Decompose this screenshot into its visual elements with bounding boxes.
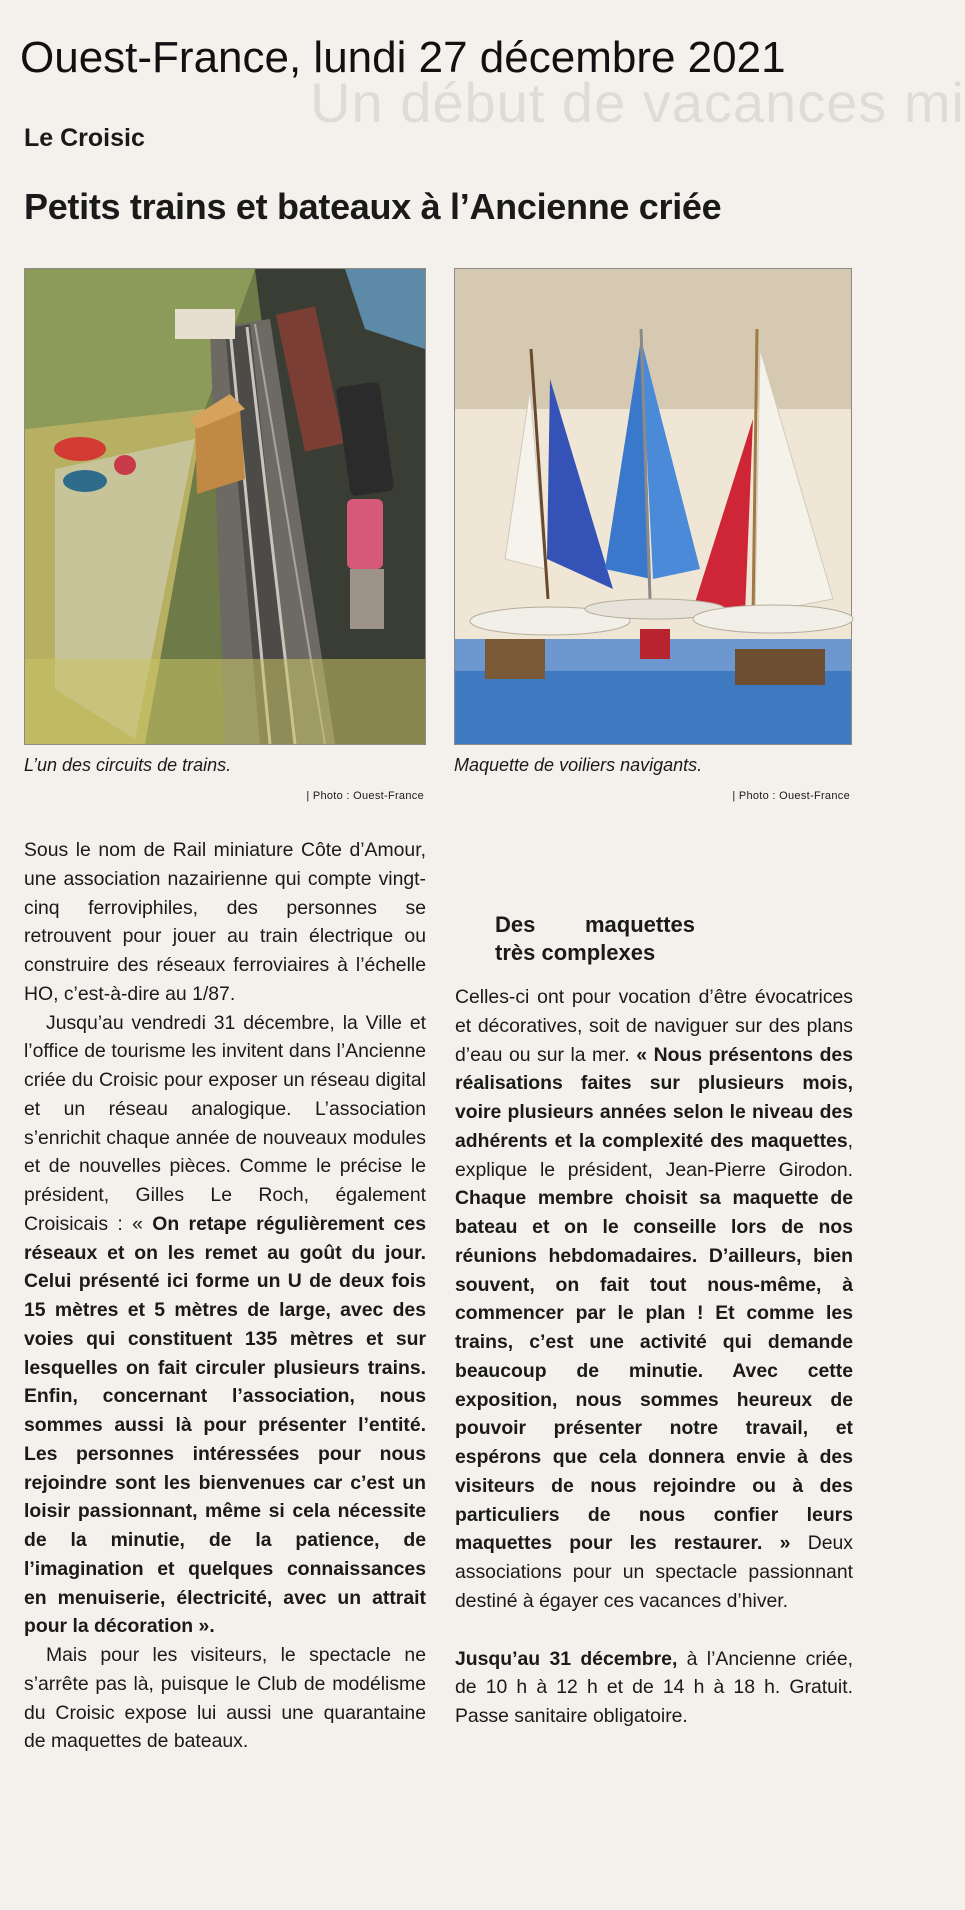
paragraph-4-tail: Deux associations pour un spectacle passionnant destiné à égayer ces vacances d’hiver. [455,1532,853,1612]
paragraph-4-mid: , explique le président, Jean-Pierre Girodon. [455,1129,853,1181]
sailboat-models-image [455,269,851,744]
photo-caption-1: L’un des circuits de trains. [24,755,232,775]
photo-caption-2: Maquette de voiliers navigants. [454,755,703,775]
event-dates: Jusqu’au 31 décembre, [455,1647,678,1670]
article-paragraph-4 [455,983,853,1616]
article-subhead: Des maquettes très complexes [495,912,695,965]
masthead: Ouest-France, lundi 27 décembre 2021 [20,33,786,82]
article-column-2 [455,836,853,1731]
paragraph-4-lead: Celles-ci ont pour vocation d’être évocatrices et décoratives, soit de naviguer sur des plans d’eau ou sur la mer. [455,986,853,1066]
train-layout-image [25,269,425,744]
photo-train-layout [24,268,426,745]
bleed-through-text: Un début de vacances mi [310,71,965,134]
photo-sailboat-models [454,268,852,745]
paragraph-3-continuation-space [455,836,853,893]
article-column-1 [24,836,426,1753]
paragraph-4-quote-2: Chaque membre choisit sa maquette de bateau et on le conseille lors de nos réunions hebdomadaires. D’ailleurs, bien souvent, on fait tout nous-même, à commencer par le plan ! Et comme les trains, c’est une activité qui demande beaucoup de minutie. Avec cette exposition, nous sommes heureux de pouvoir présenter notre travail, et espérons que cela donnera envie à des visiteurs de nous rejoindre ou à des particuliers de nous confier leurs maquettes pour les restaurer. » [455,1187,853,1555]
headline: Petits trains et bateaux à l’Ancienne criée [24,186,722,227]
paragraph-2-text: Jusqu’au vendredi 31 décembre, la Ville et l’office de tourisme les invitent dans l’Ancienne criée du Croisic pour exposer un réseau digital et un réseau analogique. L’association s’enrichit chaque année de nouveaux modules et de nouvelles pièces. Comme le précise le président, Gilles Le Roch, également Croisicais : « [24,1011,426,1235]
paragraph-4-quote-1: « Nous présentons des réalisations faites sur plusieurs mois, voire plusieurs années selon le niveau des adhérents et la complexité des maquettes [455,1043,853,1152]
article-paragraph-1: Sous le nom de Rail miniature Côte d’Amour, une association nazairienne qui compte vingt-cinq ferroviphiles, des personnes se retrouvent pour jouer au train électrique ou construire des réseaux ferroviaires à l’échelle HO, c’est-à-dire au 1/87. [24,839,426,1005]
photo-credit-2: | Photo : Ouest-France [732,790,850,802]
article-paragraph-2 [24,1009,426,1642]
article-paragraph-3: Mais pour les visiteurs, le spectacle ne s’arrête pas là, puisque le Club de modélisme du Croisic expose lui aussi une quarantaine de maquettes de bateaux. [24,1644,426,1753]
photo-credit-1: | Photo : Ouest-France [306,790,424,802]
event-details: à l’Ancienne criée, de 10 h à 12 h et de 14 h à 18 h. Gratuit. Passe sanitaire obligatoire. [455,1647,853,1727]
section-kicker: Le Croisic [24,124,145,152]
article-paragraph-5 [455,1645,853,1731]
paragraph-2-quote: On retape régulièrement ces réseaux et on les remet au goût du jour. Celui présenté ici forme un U de deux fois 15 mètres et 5 mètres de large, avec des voies qui constituent 135 mètres et sur lesquelles on fait circuler plusieurs trains. Enfin, concernant l’association, nous sommes aussi là pour présenter l’entité. Les personnes intéressées pour nous rejoindre sont les bienvenues car c’est un loisir passionnant, même si cela nécessite de la minutie, de la patience, de l’imagination et quelques connaissances en menuiserie, électricité, avec un attrait pour la décoration ». [24,1212,426,1638]
paragraph-spacer [455,1616,853,1645]
